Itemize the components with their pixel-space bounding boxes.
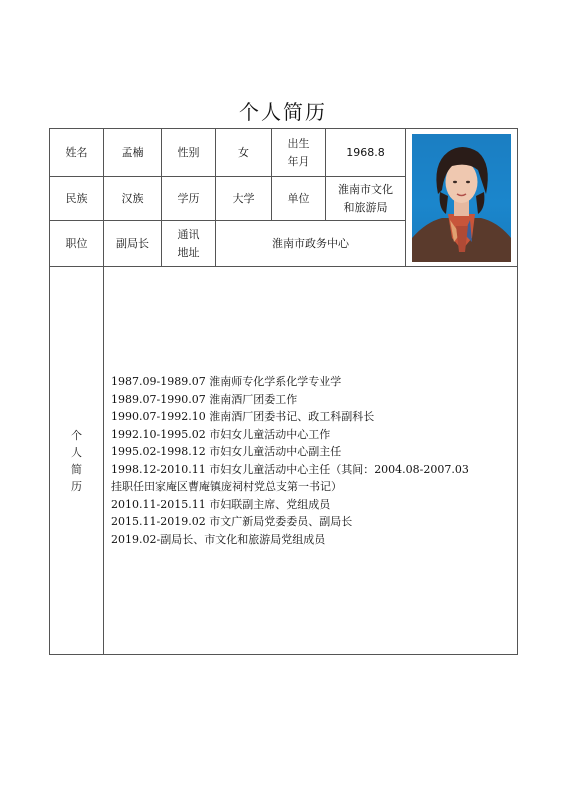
unit-value-line1: 淮南市文化 xyxy=(338,182,393,196)
education-value: 大学 xyxy=(216,177,272,221)
resume-label-char: 简 xyxy=(71,462,82,476)
birth-value: 1968.8 xyxy=(326,129,406,177)
birth-label xyxy=(272,129,326,177)
resume-line: 1990.07-1992.10 淮南酒厂团委书记、政工科副科长 xyxy=(111,410,375,423)
portrait-photo xyxy=(412,134,511,262)
page-title: 个人简历 xyxy=(239,100,327,124)
gender-label: 性别 xyxy=(162,129,216,177)
address-label xyxy=(162,221,216,267)
position-label: 职位 xyxy=(50,221,104,267)
resume-line: 2010.11-2015.11 市妇联副主席、党组成员 xyxy=(111,497,331,511)
address-label-line1: 通讯 xyxy=(177,227,200,241)
address-value: 淮南市政务中心 xyxy=(216,221,406,267)
resume-label-char: 人 xyxy=(71,445,82,459)
resume-label xyxy=(50,267,104,655)
birth-label-line2: 年月 xyxy=(287,154,310,168)
resume-line: 1995.02-1998.12 市妇女儿童活动中心副主任 xyxy=(111,445,342,458)
address-label-line2: 地址 xyxy=(177,245,200,259)
resume-line: 1998.12-2010.11 市妇女儿童活动中心主任（其间：2004.08-2007.03 xyxy=(111,462,469,476)
resume-table xyxy=(49,128,518,655)
education-label: 学历 xyxy=(162,177,216,221)
name-value: 孟楠 xyxy=(104,129,162,177)
birth-label-line1: 出生 xyxy=(287,136,310,150)
position-value: 副局长 xyxy=(104,221,162,267)
name-label: 姓名 xyxy=(50,129,104,177)
resume-line: 1987.09-1989.07 淮南师专化学系化学专业学 xyxy=(111,375,342,388)
ethnicity-label: 民族 xyxy=(50,177,104,221)
unit-value-line2: 和旅游局 xyxy=(343,200,388,214)
resume-content xyxy=(104,267,518,655)
unit-label: 单位 xyxy=(272,177,326,221)
resume-label-char: 历 xyxy=(71,479,82,493)
gender-value: 女 xyxy=(216,129,272,177)
resume-line: 挂职任田家庵区曹庵镇庞祠村党总支第一书记） xyxy=(111,480,342,493)
ethnicity-value: 汉族 xyxy=(104,177,162,221)
resume-label-char: 个 xyxy=(71,428,82,442)
resume-line: 2019.02-副局长、市文化和旅游局党组成员 xyxy=(111,532,326,546)
resume-line: 1992.10-1995.02 市妇女儿童活动中心工作 xyxy=(111,427,331,441)
resume-line: 1989.07-1990.07 淮南酒厂团委工作 xyxy=(111,392,298,406)
portrait-illustration xyxy=(412,134,511,262)
unit-value xyxy=(326,177,406,221)
resume-line: 2015.11-2019.02 市文广新局党委委员、副局长 xyxy=(111,515,353,528)
photo-cell xyxy=(406,129,518,267)
